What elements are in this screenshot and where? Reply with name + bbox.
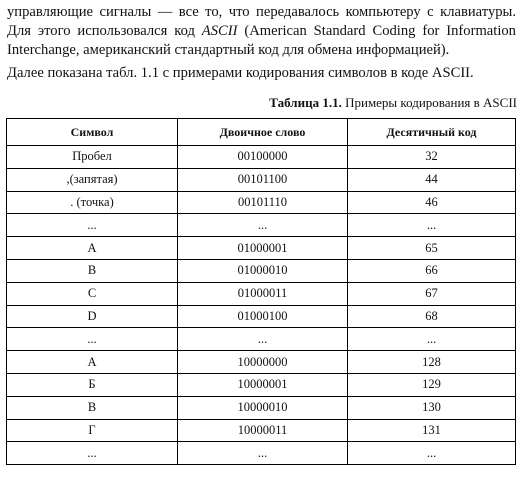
table-row [7, 419, 516, 442]
cell-decimal: 32 [348, 146, 516, 169]
cell-decimal: ... [348, 442, 516, 465]
ascii-term: ASCII [201, 23, 238, 39]
cell-decimal: 129 [348, 373, 516, 396]
table-row [7, 396, 516, 419]
cell-decimal: ... [348, 214, 516, 237]
cell-symbol: ... [7, 328, 178, 351]
table-row [7, 191, 516, 214]
cell-symbol: D [7, 305, 178, 328]
cell-binary: 00100000 [178, 146, 348, 169]
cell-binary: 01000100 [178, 305, 348, 328]
cell-symbol: А [7, 351, 178, 374]
cell-binary: 10000011 [178, 419, 348, 442]
cell-binary: ... [178, 328, 348, 351]
cell-binary: 01000011 [178, 282, 348, 305]
table-caption-title: Примеры кодирования в ASCII [341, 95, 517, 110]
table-caption-label: Таблица 1.1. [269, 95, 342, 110]
cell-decimal: 66 [348, 259, 516, 282]
cell-decimal: 130 [348, 396, 516, 419]
intro-line-3: Interchange, американский стандартный код для обмена информацией). [7, 42, 450, 58]
intro-paragraph [7, 3, 516, 60]
table-row [7, 328, 516, 351]
cell-symbol: ,(запятая) [7, 168, 178, 191]
cell-symbol: ... [7, 214, 178, 237]
cell-symbol: C [7, 282, 178, 305]
cell-binary: 01000010 [178, 259, 348, 282]
table-row [7, 146, 516, 169]
cell-decimal: 65 [348, 237, 516, 260]
cell-decimal: 67 [348, 282, 516, 305]
intro-line-1: управляющие сигналы — все то, что передавалось компьютеру с клавиатуры. [7, 4, 516, 20]
cell-symbol: Г [7, 419, 178, 442]
header-binary: Двоичное слово [178, 119, 348, 146]
cell-binary: ... [178, 442, 348, 465]
intro-line-2 [7, 22, 516, 41]
ascii-table [6, 118, 516, 465]
cell-symbol: . (точка) [7, 191, 178, 214]
cell-binary: 10000000 [178, 351, 348, 374]
cell-decimal: ... [348, 328, 516, 351]
table-row [7, 373, 516, 396]
cell-symbol: Пробел [7, 146, 178, 169]
cell-binary: 10000001 [178, 373, 348, 396]
header-decimal: Десятичный код [348, 119, 516, 146]
table-row [7, 237, 516, 260]
cell-symbol: ... [7, 442, 178, 465]
cell-decimal: 128 [348, 351, 516, 374]
cell-symbol: В [7, 396, 178, 419]
table-row [7, 442, 516, 465]
table-row [7, 305, 516, 328]
intro-line-2-end: (American Standard Coding for Information [237, 23, 516, 39]
cell-binary: ... [178, 214, 348, 237]
cell-symbol: Б [7, 373, 178, 396]
cell-symbol: A [7, 237, 178, 260]
table-row [7, 214, 516, 237]
table-caption [269, 95, 517, 111]
cell-binary: 00101100 [178, 168, 348, 191]
intro-line-2-start: Для этого использовался код [7, 23, 202, 39]
table-row [7, 351, 516, 374]
cell-binary: 10000010 [178, 396, 348, 419]
table-row [7, 259, 516, 282]
table-row [7, 282, 516, 305]
table-reference-paragraph: Далее показана табл. 1.1 с примерами кодирования символов в коде ASCII. [7, 65, 474, 81]
cell-decimal: 131 [348, 419, 516, 442]
table-header-row [7, 119, 516, 146]
cell-symbol: B [7, 259, 178, 282]
header-symbol: Символ [7, 119, 178, 146]
cell-decimal: 44 [348, 168, 516, 191]
cell-decimal: 68 [348, 305, 516, 328]
table-row [7, 168, 516, 191]
cell-decimal: 46 [348, 191, 516, 214]
cell-binary: 00101110 [178, 191, 348, 214]
cell-binary: 01000001 [178, 237, 348, 260]
